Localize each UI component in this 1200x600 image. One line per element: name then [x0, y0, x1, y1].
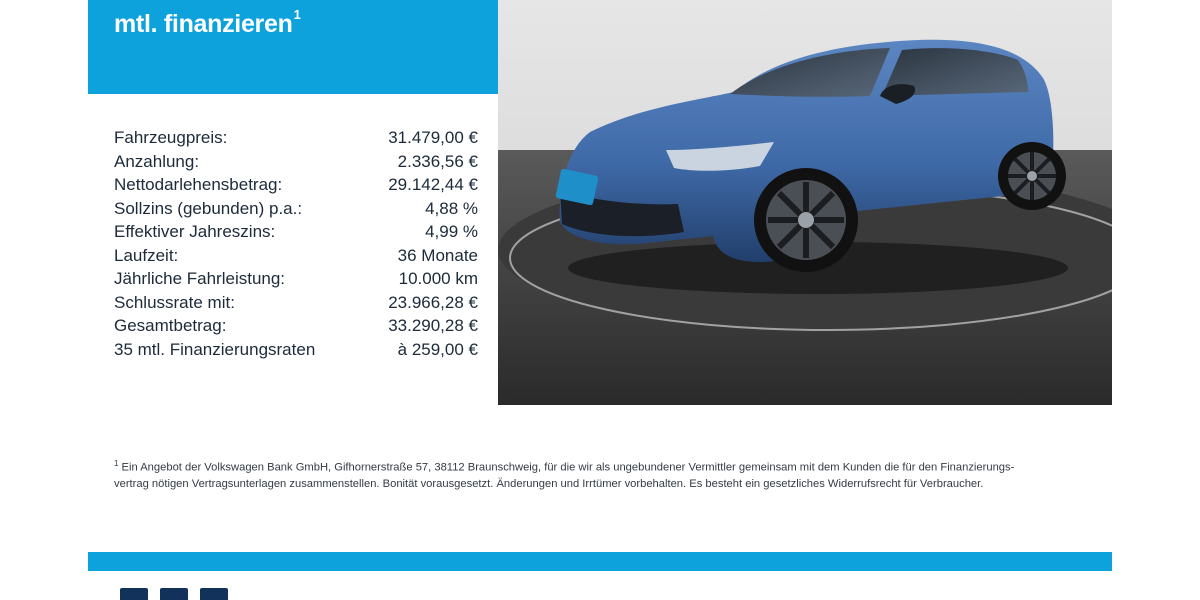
- spec-value: 33.290,28 €: [388, 316, 478, 335]
- bottom-accent-band: [88, 552, 1112, 571]
- car-image: [498, 0, 1112, 405]
- spec-label: Jährliche Fahrleistung:: [114, 269, 286, 288]
- spec-value: 23.966,28 €: [388, 292, 478, 312]
- spec-value: 29.142,44 €: [388, 175, 478, 194]
- spec-label: 35 mtl. Finanzierungsraten: [114, 339, 316, 359]
- spec-row-down-payment: [114, 152, 478, 176]
- spec-label: Sollzins (gebunden) p.a.:: [114, 198, 303, 218]
- spec-label: Fahrzeugpreis:: [114, 128, 228, 147]
- spec-row-effective-rate: [114, 222, 478, 246]
- spec-label: Anzahlung:: [114, 151, 200, 171]
- spec-value: 4,88 %: [425, 198, 478, 218]
- spec-label: Laufzeit:: [114, 245, 179, 265]
- spec-value: 4,99 %: [425, 222, 478, 241]
- page-title: [114, 6, 301, 39]
- spec-row-term: [114, 246, 478, 270]
- header-band: [88, 0, 498, 94]
- spec-label: Effektiver Jahreszins:: [114, 222, 276, 241]
- spec-row-annual-mileage: [114, 269, 478, 293]
- spec-row-net-loan: [114, 175, 478, 199]
- spec-value: à 259,00 €: [397, 339, 478, 359]
- spec-row-borrowing-rate: [114, 199, 478, 223]
- spec-label: Schlussrate mit:: [114, 292, 235, 312]
- page-title-text: mtl. finanzieren: [114, 10, 293, 38]
- footnote-marker: 1: [114, 459, 119, 468]
- spec-label: Nettodarlehensbetrag:: [114, 175, 283, 194]
- footnote-marker: 1: [293, 6, 301, 22]
- spec-label: Gesamtbetrag:: [114, 316, 227, 335]
- spec-value: 2.336,56 €: [397, 151, 478, 171]
- spec-row-monthly-installments: [114, 340, 478, 364]
- spec-row-final-installment: [114, 293, 478, 317]
- spec-value: 10.000 km: [398, 269, 478, 288]
- spec-value: 31.479,00 €: [388, 128, 478, 147]
- legal-footnote: [114, 456, 1034, 492]
- financing-details: [114, 128, 478, 363]
- footnote-text: Ein Angebot der Volkswagen Bank GmbH, Gifhornerstraße 57, 38112 Braunschweig, für die wir als ungebundener Vermittler gemeinsam mit dem Kunden die für den Finanzierungs-vertrag nötigen Vertragsunterlagen zusammenstellen. Bonität vorausgesetzt. Änderungen und Irrtümer vorbehalten. Es besteht ein gesetzliches Widerrufsrecht für Verbraucher.: [114, 461, 1015, 490]
- spec-row-total-amount: [114, 316, 478, 340]
- cropped-logo: [120, 588, 240, 600]
- spec-value: 36 Monate: [397, 245, 478, 265]
- spec-row-vehicle-price: [114, 128, 478, 152]
